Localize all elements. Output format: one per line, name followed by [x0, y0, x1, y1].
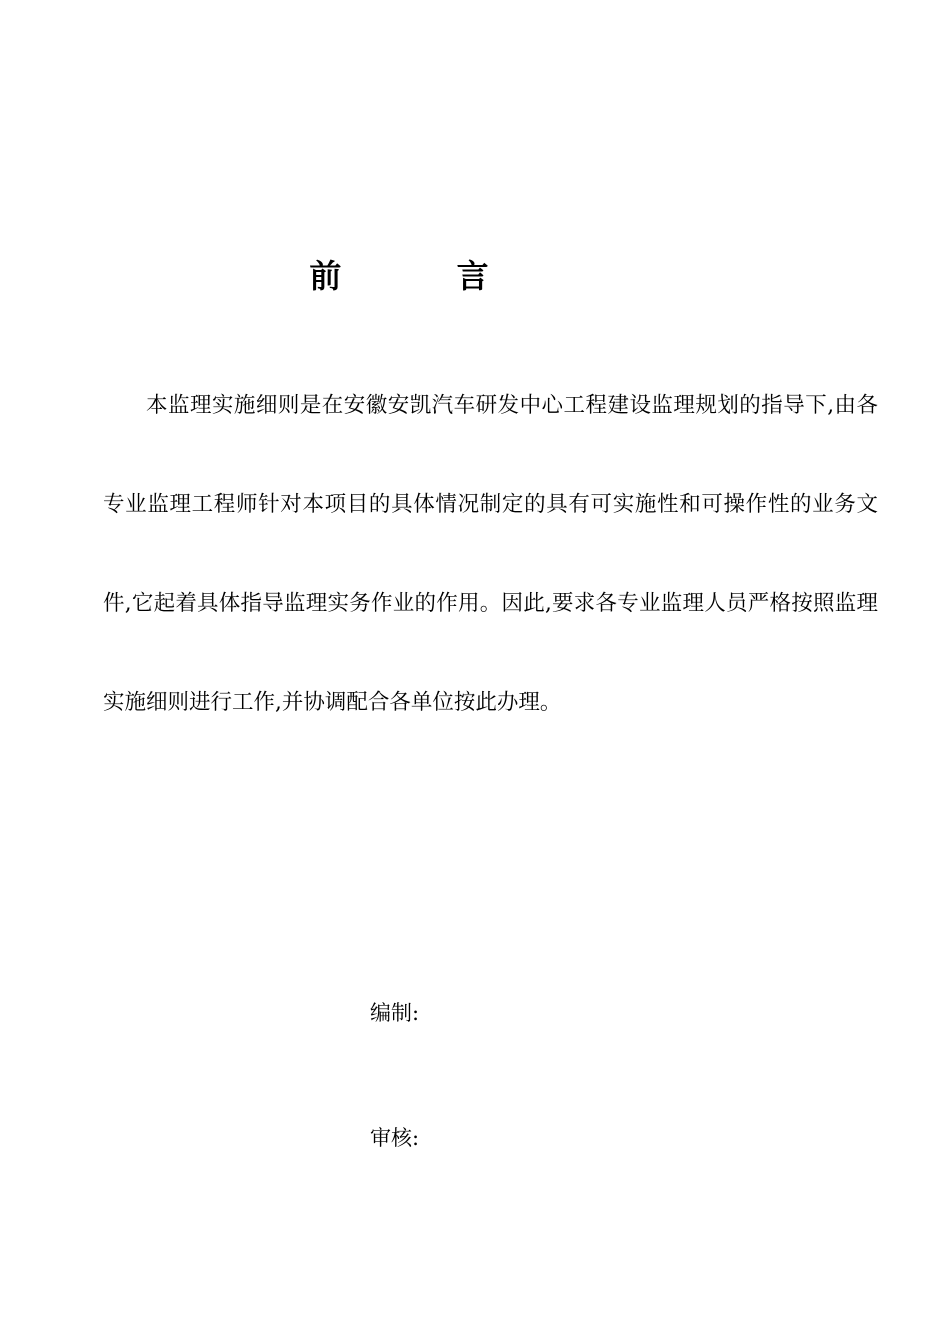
page-title: 前 言 [309, 257, 541, 295]
reviewed-by-label: 审核: [370, 1126, 420, 1150]
compiled-by-label: 编制: [370, 1001, 420, 1025]
preface-paragraph: 本监理实施细则是在安徽安凯汽车研发中心工程建设监理规划的指导下,由各专业监理工程师针对本项目的具体情况制定的具有可实施性和可操作性的业务文件,它起着具体指导监理实务作业的作用。因此,要求各专业监理人员严格按照监理实施细则进行工作,并协调配合各单位按此办理。 [103, 393, 878, 715]
